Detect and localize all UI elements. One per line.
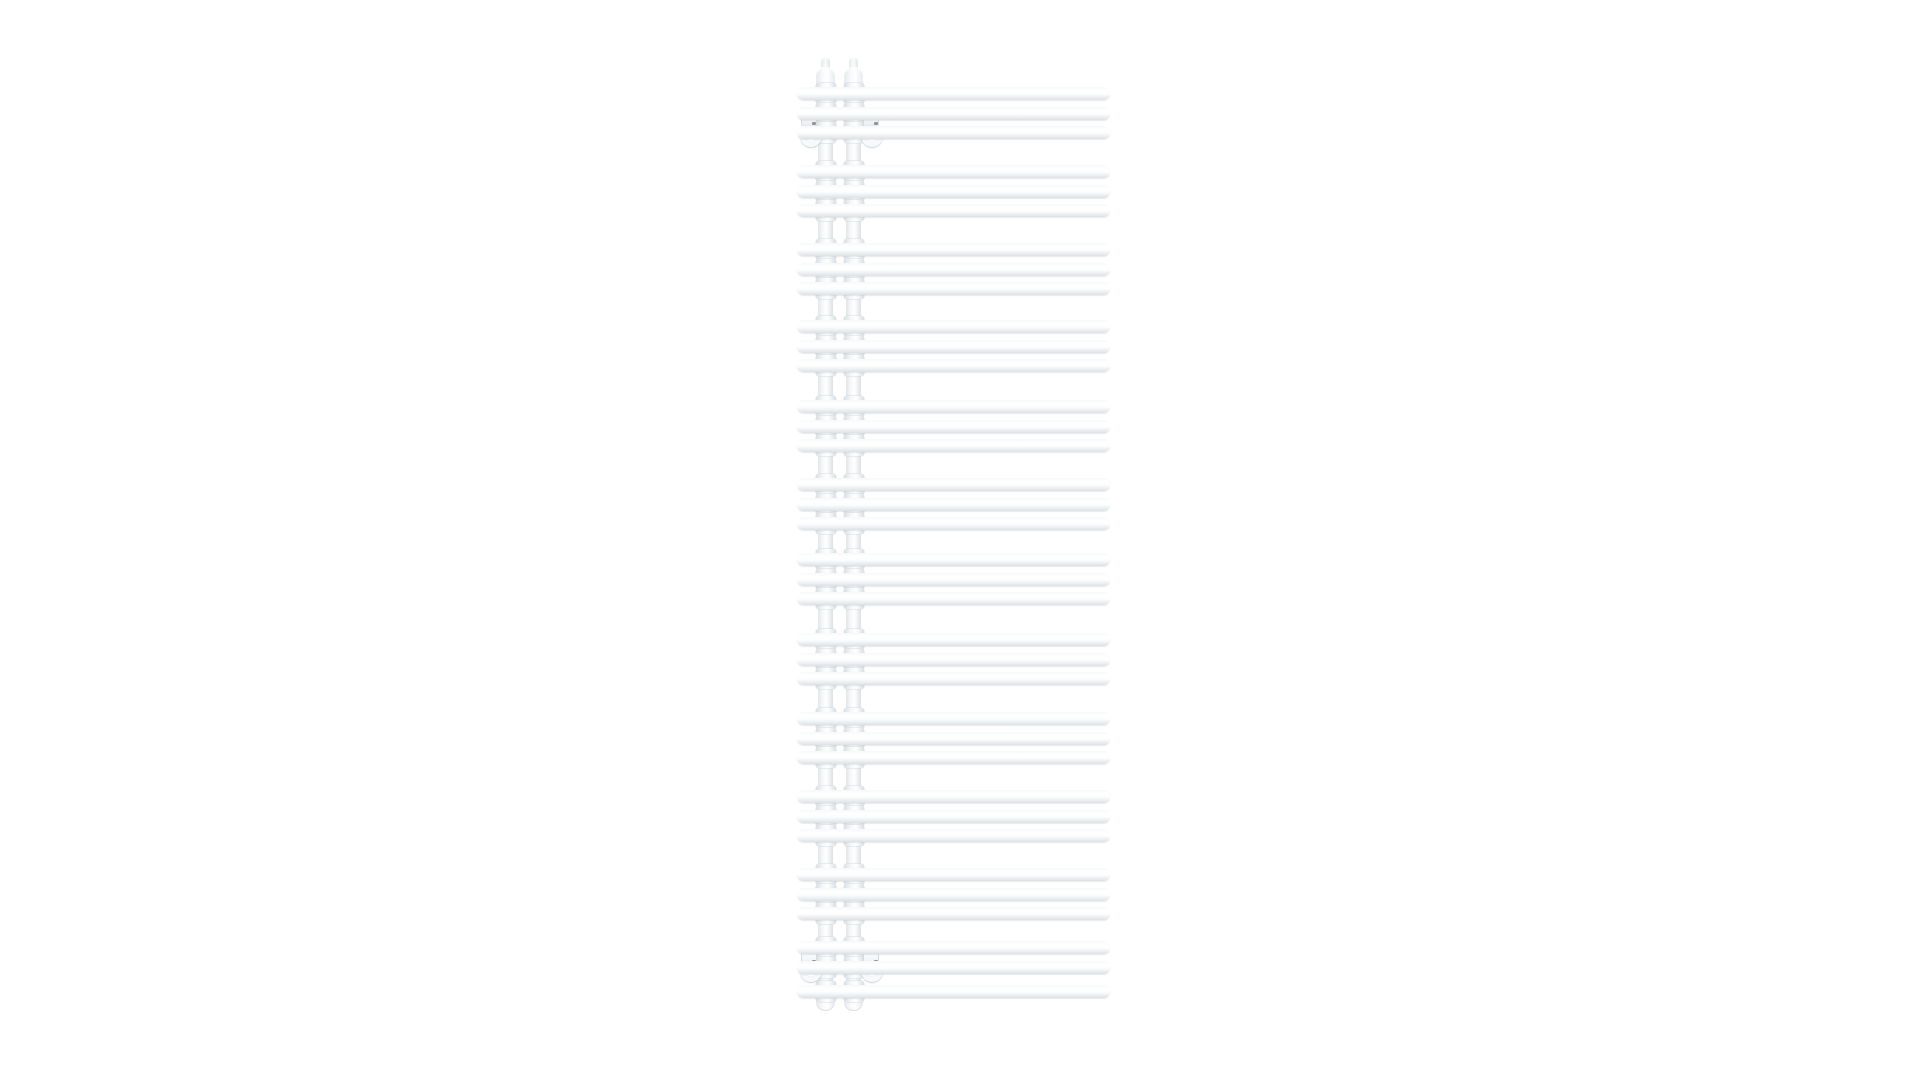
towel-bar — [797, 107, 1110, 120]
towel-bar — [797, 282, 1110, 295]
towel-bar — [797, 320, 1110, 333]
towel-bar — [797, 941, 1110, 954]
towel-bar — [797, 359, 1110, 372]
towel-bar — [797, 439, 1110, 452]
towel-bar — [797, 498, 1110, 511]
bracket-screw-icon — [874, 122, 878, 125]
towel-bar — [797, 87, 1110, 100]
towel-bar — [797, 732, 1110, 745]
towel-bar — [797, 868, 1110, 881]
towel-bar — [797, 592, 1110, 605]
towel-bar — [797, 810, 1110, 823]
towel-bar — [797, 790, 1110, 803]
towel-bar — [797, 829, 1110, 842]
towel-bar — [797, 751, 1110, 764]
towel-bar — [797, 907, 1110, 920]
towel-bar — [797, 165, 1110, 178]
towel-bar — [797, 420, 1110, 433]
towel-bar — [797, 185, 1110, 198]
towel-bar — [797, 243, 1110, 256]
towel-bar — [797, 633, 1110, 646]
towel-bar — [797, 517, 1110, 530]
towel-bar — [797, 263, 1110, 276]
bracket-screw-icon — [812, 122, 816, 125]
towel-bar — [797, 126, 1110, 139]
towel-bar — [797, 478, 1110, 491]
towel-bar — [797, 961, 1110, 974]
towel-bar — [797, 400, 1110, 413]
towel-bar — [797, 712, 1110, 725]
towel-bar — [797, 553, 1110, 566]
towel-bar — [797, 672, 1110, 685]
towel-bar — [797, 340, 1110, 353]
towel-bar — [797, 985, 1110, 998]
towel-bar — [797, 204, 1110, 217]
towel-bar — [797, 888, 1110, 901]
towel-bar — [797, 573, 1110, 586]
towel-bar — [797, 653, 1110, 666]
